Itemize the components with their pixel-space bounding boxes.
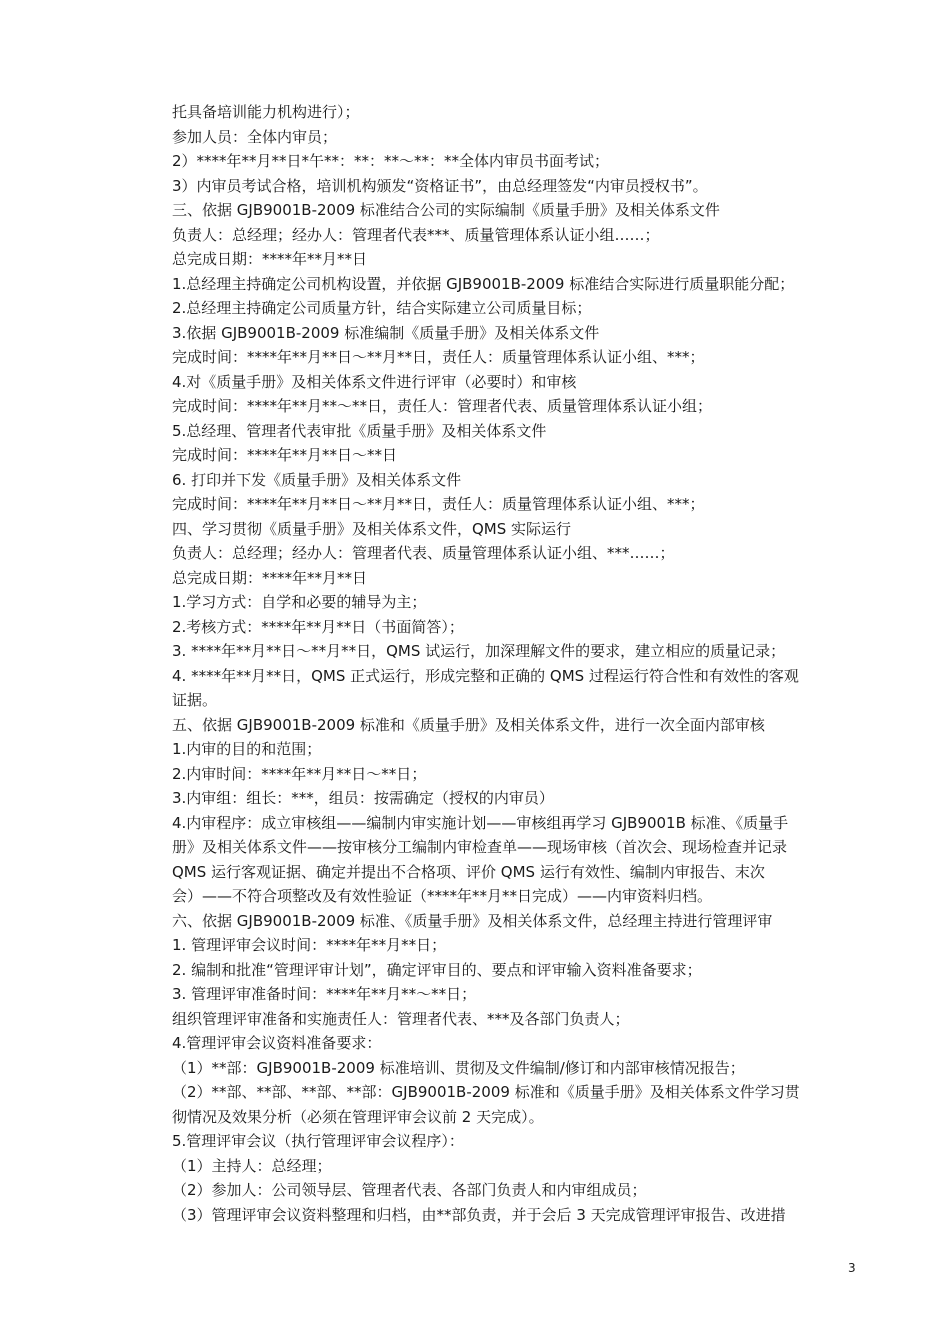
text-line: 参加人员：全体内审员； [172,127,338,146]
text-line: 总完成日期：****年**月**日 [172,250,368,268]
text-line: 会）——不符合项整改及有效性验证（****年**月**日完成）——内审资料归档。 [172,887,713,905]
text-line: 册》及相关体系文件——按审核分工编制内审检查单——现场审核（首次会、现场检查并记录 [172,838,788,856]
text-line: 2.内审时间：****年**月**日～**日； [172,764,427,783]
text-line: 5.管理评审会议（执行管理评审会议程序）： [172,1132,464,1150]
text-line: 彻情况及效果分析（必须在管理评审会议前 2 天完成）。 [172,1107,544,1126]
text-line: 4. ****年**月**日，QMS 正式运行，形成完整和正确的 QMS 过程运行符合性和有效性的客观 [172,666,799,685]
text-line: 2.总经理主持确定公司质量方针，结合实际建立公司质量目标； [172,299,592,317]
document-body [172,100,860,1252]
text-line: 托具备培训能力机构进行）； [172,103,360,121]
text-line: 2.考核方式：****年**月**日（书面简答）； [172,617,464,636]
text-line: QMS 运行客观证据、确定并提出不合格项、评价 QMS 运行有效性、编制内审报告、末次 [172,862,765,881]
text-line: 完成时间：****年**月**～**日，责任人：管理者代表、质量管理体系认证小组； [172,397,713,415]
text-line: 负责人：总经理；经办人：管理者代表***、质量管理体系认证小组……； [172,225,660,244]
text-line: 总完成日期：****年**月**日 [172,568,368,587]
text-line: 完成时间：****年**月**日～**月**日，责任人：质量管理体系认证小组、***； [172,495,705,513]
section-heading: 三、依据 GJB9001B-2009 标准结合公司的实际编制《质量手册》及相关体系文件 [172,201,720,219]
text-line: 3.内审组：组长：***，组员：按需确定（授权的内审员） [172,789,554,807]
text-line: 1.总经理主持确定公司机构设置，并依据 GJB9001B-2009 标准结合实际进行质量职能分配； [172,274,795,293]
text-line: 4.内审程序：成立审核组——编制内审实施计划——审核组再学习 GJB9001B 标准、《质量手 [172,813,789,832]
section-heading: 四、学习贯彻《质量手册》及相关体系文件，QMS 实际运行 [172,519,572,538]
text-line: 负责人：总经理；经办人：管理者代表、质量管理体系认证小组、***……； [172,544,675,562]
text-line: 组织管理评审准备和实施责任人：管理者代表、***及各部门负责人； [172,1009,630,1028]
text-line: 2）****年**月**日*午**：**：**～**：**全体内审员书面考试； [172,152,610,170]
text-line: 1. 管理评审会议时间：****年**月**日； [172,936,447,954]
page-number: 3 [848,1261,856,1275]
text-line: （1）**部：GJB9001B-2009 标准培训、贯彻及文件编制/修订和内部审核情况报告； [172,1058,745,1077]
text-line: 3）内审员考试合格，培训机构颁发“资格证书”，由总经理签发“内审员授权书”。 [172,176,708,195]
section-heading: 六、依据 GJB9001B-2009 标准、《质量手册》及相关体系文件，总经理主持进行管理评审 [172,911,773,930]
text-line: 6. 打印并下发《质量手册》及相关体系文件 [172,470,462,489]
text-line: 3. ****年**月**日～**月**日，QMS 试运行，加深理解文件的要求，建立相应的质量记录； [172,642,786,660]
section-heading: 五、依据 GJB9001B-2009 标准和《质量手册》及相关体系文件，进行一次全面内部审核 [172,715,765,734]
text-line: 1.学习方式：自学和必要的辅导为主； [172,593,427,611]
text-line: 证据。 [172,691,218,709]
text-line: 3. 管理评审准备时间：****年**月**～**日； [172,985,477,1003]
text-line: 完成时间：****年**月**日～**日 [172,446,398,464]
text-line: 1.内审的目的和范围； [172,740,322,758]
text-line: （1）主持人：总经理； [172,1156,332,1175]
text-line: 完成时间：****年**月**日～**月**日，责任人：质量管理体系认证小组、***； [172,348,705,366]
text-line [172,1227,860,1252]
text-line: （3）管理评审会议资料整理和归档，由**部负责，并于会后 3 天完成管理评审报告、改进措 [172,1205,786,1224]
text-line: 5.总经理、管理者代表审批《质量手册》及相关体系文件 [172,421,547,440]
text-line: 2. 编制和批准“管理评审计划”，确定评审目的、要点和评审输入资料准备要求； [172,960,702,979]
text-line: 3.依据 GJB9001B-2009 标准编制《质量手册》及相关体系文件 [172,323,600,342]
text-line: 4.管理评审会议资料准备要求： [172,1034,382,1052]
text-line: 4.对《质量手册》及相关体系文件进行评审（必要时）和审核 [172,372,577,391]
text-line: （2）参加人：公司领导层、管理者代表、各部门负责人和内审组成员； [172,1181,647,1199]
text-line: （2）**部、**部、**部、**部：GJB9001B-2009 标准和《质量手册》及相关体系文件学习贯 [172,1083,800,1101]
